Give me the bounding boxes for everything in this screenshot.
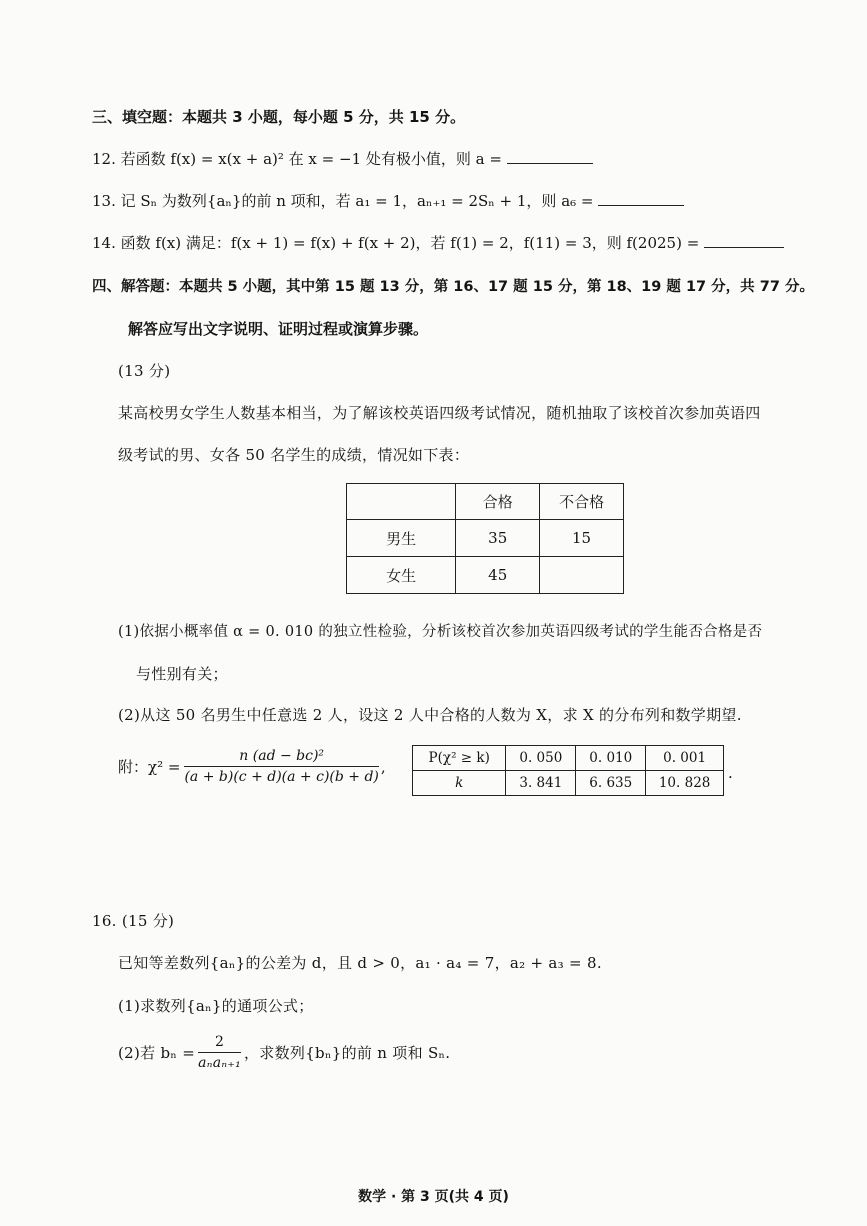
table-cell: 男生 xyxy=(347,520,456,557)
question-15-intro-line1: 某高校男女学生人数基本相当，为了解该校英语四级考试情况，随机抽取了该校首次参加英语四 xyxy=(118,404,761,422)
question-16-title: 16. (15 分) xyxy=(92,912,175,930)
table-cell: 0. 001 xyxy=(646,746,724,771)
question-14-text: 14. 函数 f(x) 满足：f(x + 1) = f(x) + f(x + 2)，若 f(1) = 2，f(11) = 3，则 f(2025) = xyxy=(92,234,705,252)
table-cell: 0. 050 xyxy=(506,746,576,771)
table-cell: 0. 010 xyxy=(576,746,646,771)
question-15-part1-line1: (1)依据小概率值 α = 0. 010 的独立性检验，分析该校首次参加英语四级考试的学生能否合格是否 xyxy=(118,624,763,640)
answer-blank-12 xyxy=(507,149,593,164)
formula-fraction xyxy=(184,748,378,785)
table-cell xyxy=(540,557,624,594)
fraction-denominator: aₙaₙ₊₁ xyxy=(198,1055,241,1071)
question-16-given: 已知等差数列{aₙ}的公差为 d，且 d > 0，a₁ · a₄ = 7，a₂ + a₃ = 8. xyxy=(118,954,602,972)
question-16-fraction xyxy=(198,1034,241,1071)
page-footer: 数学 · 第 3 页(共 4 页) xyxy=(358,1189,509,1205)
question-13-text: 13. 记 Sₙ 为数列{aₙ}的前 n 项和，若 a₁ = 1，aₙ₊₁ = 2Sₙ + 1，则 a₆ = xyxy=(92,192,599,210)
table-cell: 15 xyxy=(540,520,624,557)
question-16-part2-suffix: ，求数列{bₙ}的前 n 项和 Sₙ. xyxy=(244,1044,451,1062)
formula-label: 附：χ² = xyxy=(118,758,181,776)
question-14 xyxy=(92,232,784,253)
section4-instruction: 解答应写出文字说明、证明过程或演算步骤。 xyxy=(128,320,429,338)
table-row xyxy=(347,557,624,594)
table-header-cell: 不合格 xyxy=(540,484,624,520)
formula-comma: , xyxy=(380,757,386,776)
fraction-numerator: 2 xyxy=(198,1034,241,1053)
question-16-part2 xyxy=(118,1034,450,1071)
table-cell: 女生 xyxy=(347,557,456,594)
table-cell: 6. 635 xyxy=(576,771,646,796)
table-cell: 45 xyxy=(456,557,540,594)
question-13 xyxy=(92,190,684,211)
table-cell: 10. 828 xyxy=(646,771,724,796)
table-header-row xyxy=(347,484,624,520)
table-cell: 3. 841 xyxy=(506,771,576,796)
appendix-period: . xyxy=(728,764,733,782)
table-header-cell xyxy=(347,484,456,520)
table-cell: 35 xyxy=(456,520,540,557)
question-12-text: 12. 若函数 f(x) = x(x + a)² 在 x = −1 处有极小值，则 a = xyxy=(92,150,507,168)
formula-numerator: n (ad − bc)² xyxy=(184,748,378,767)
table-cell: k xyxy=(413,771,506,796)
table-row xyxy=(413,771,724,796)
question-15-part1-line2: 与性别有关； xyxy=(136,665,228,683)
answer-blank-13 xyxy=(598,191,684,206)
question-16-part1: (1)求数列{aₙ}的通项公式； xyxy=(118,997,314,1015)
contingency-table xyxy=(346,483,624,594)
question-16-part2-prefix: (2)若 bₙ = xyxy=(118,1044,196,1062)
formula-denominator: (a + b)(c + d)(a + c)(b + d) xyxy=(184,769,379,785)
question-12 xyxy=(92,148,593,169)
table-cell: P(χ² ≥ k) xyxy=(413,746,506,771)
table-header-cell: 合格 xyxy=(456,484,540,520)
section4-heading: 四、解答题：本题共 5 小题，其中第 15 题 13 分，第 16、17 题 15 分，第 18、19 题 17 分，共 77 分。 xyxy=(92,279,814,295)
section3-heading: 三、填空题：本题共 3 小题，每小题 5 分，共 15 分。 xyxy=(92,108,466,126)
table-row xyxy=(347,520,624,557)
question-15-score: (13 分) xyxy=(118,362,171,380)
chi-square-formula xyxy=(118,748,386,785)
question-15-intro-line2: 级考试的男、女各 50 名学生的成绩，情况如下表： xyxy=(118,446,470,464)
answer-blank-14 xyxy=(704,233,784,248)
question-15-part2: (2)从这 50 名男生中任意选 2 人，设这 2 人中合格的人数为 X，求 X 的分布列和数学期望. xyxy=(118,706,742,724)
critical-value-table xyxy=(412,745,724,796)
table-row xyxy=(413,746,724,771)
